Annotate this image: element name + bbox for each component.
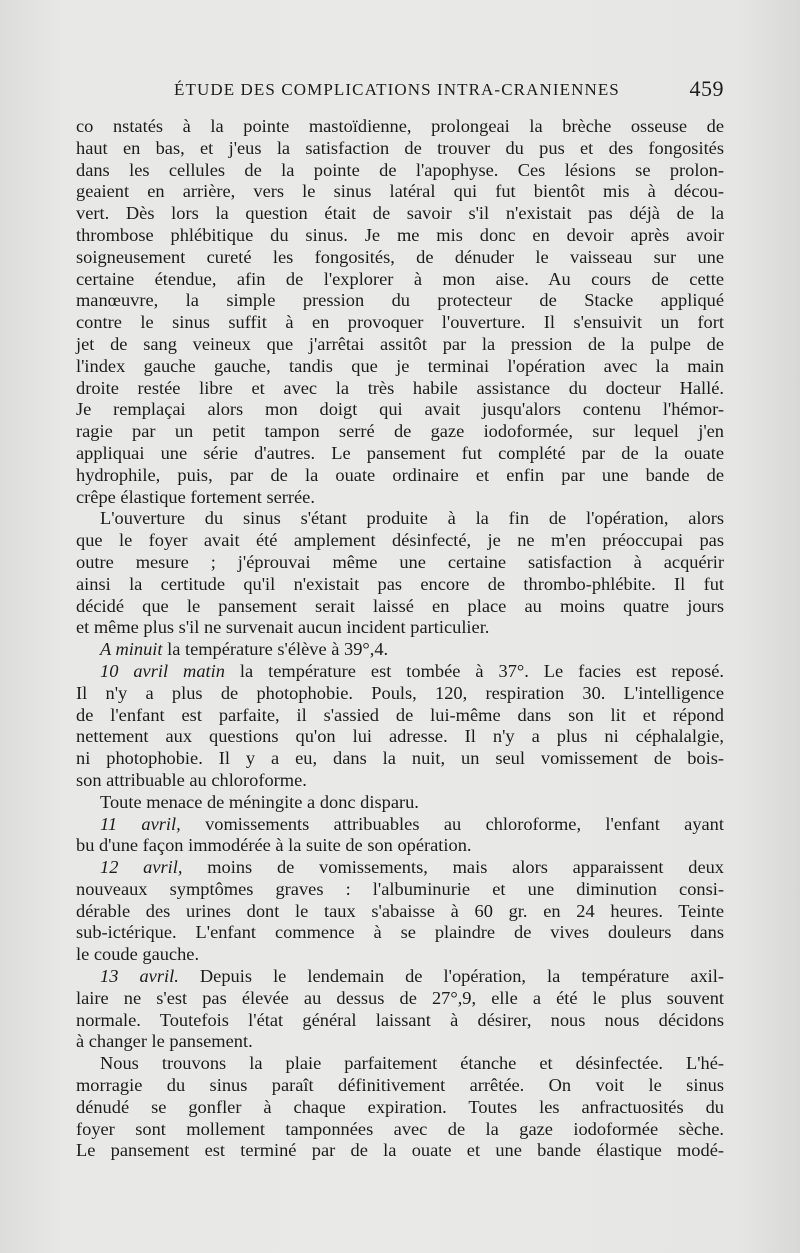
text-line: dans les cellules de la pointe de l'apophyse. Ces lésions se prolon- — [76, 159, 724, 180]
text-line: son attribuable au chloroforme. — [76, 769, 307, 790]
page-header — [76, 78, 724, 104]
text-line: contre le sinus suffit à en provoquer l'ouverture. Il s'ensuivit un fort — [76, 312, 724, 333]
text-line: A minuit la température s'élève à 39°,4. — [100, 639, 389, 660]
text-line: ainsi la certitude qu'il n'existait pas encore de thrombo-phlébite. Il fut — [76, 573, 724, 594]
text-line: Je remplaçai alors mon doigt qui avait jusqu'alors contenu l'hémor- — [76, 399, 724, 420]
text-line: vert. Dès lors la question était de savoir s'il n'existait pas déjà de la — [76, 203, 724, 224]
page-number: 459 — [689, 76, 724, 101]
text-line: ragie par un petit tampon serré de gaze iodoformée, sur lequel j'en — [76, 421, 724, 442]
text-line: 13 avril. Depuis le lendemain de l'opération, la température axil- — [100, 966, 724, 987]
text-line: crêpe élastique fortement serrée. — [76, 486, 315, 507]
text-line: à changer le pansement. — [76, 1031, 253, 1052]
text-line: dénudé se gonfler à chaque expiration. Toutes les anfractuosités du — [76, 1096, 724, 1117]
text-line: dérable des urines dont le taux s'abaisse à 60 gr. en 24 heures. Teinte — [76, 900, 724, 921]
text-line: le coude gauche. — [76, 944, 200, 965]
text-line: geaient en arrière, vers le sinus latéral qui fut bientôt mis à décou- — [76, 181, 724, 202]
text-line: laire ne s'est pas élevée au dessus de 27°,9, elle a été le plus souvent — [76, 987, 724, 1008]
text-line: que le foyer avait été amplement désinfecté, je ne m'en préoccupai pas — [76, 530, 724, 551]
text-line: Il n'y a plus de photophobie. Pouls, 120, respiration 30. L'intelligence — [76, 682, 724, 703]
text-line: droite restée libre et avec la très habile assistance du docteur Hallé. — [76, 377, 724, 398]
text-line: Le pansement est terminé par de la ouate et une bande élastique modé- — [76, 1140, 724, 1161]
text-line: de l'enfant est parfaite, il s'assied de lui-même dans son lit et répond — [76, 704, 724, 725]
text-line: 10 avril matin la température est tombée à 37°. Le facies est reposé. — [100, 660, 724, 681]
text-line: morragie du sinus paraît définitivement arrêtée. On voit le sinus — [76, 1075, 724, 1096]
text-line: sub-ictérique. L'enfant commence à se plaindre de vives douleurs dans — [76, 922, 724, 943]
running-head: ÉTUDE DES COMPLICATIONS INTRA-CRANIENNES — [174, 80, 620, 99]
text-line: jet de sang veineux que j'arrêtai assitôt par la pression de la pulpe de — [76, 333, 724, 354]
text-line: appliquai une série d'autres. Le pansement fut complété par de la ouate — [76, 442, 724, 463]
text-line: normale. Toutefois l'état général laissant à désirer, nous nous décidons — [76, 1009, 724, 1030]
text-line: foyer sont mollement tamponnées avec de la gaze iodoformée sèche. — [76, 1118, 724, 1139]
text-line: et même plus s'il ne survenait aucun incident particulier. — [76, 617, 490, 638]
body-text — [76, 116, 724, 1162]
text-line: l'index gauche gauche, tandis que je terminai l'opération avec la main — [76, 355, 724, 376]
text-line: bu d'une façon immodérée à la suite de son opération. — [76, 835, 472, 856]
text-line: L'ouverture du sinus s'étant produite à la fin de l'opération, alors — [100, 508, 724, 529]
text-line: soigneusement cureté les fongosités, de dénuder le vaisseau sur une — [76, 246, 724, 267]
text-line: nouveaux symptômes graves : l'albuminurie et une diminution consi- — [76, 878, 724, 899]
text-line: Nous trouvons la plaie parfaitement étanche et désinfectée. L'hé- — [100, 1053, 724, 1074]
text-line: Toute menace de méningite a donc disparu. — [100, 791, 419, 812]
text-line: outre mesure ; j'éprouvai même une certaine satisfaction à acquérir — [76, 551, 724, 572]
text-line: thrombose phlébitique du sinus. Je me mis donc en devoir après avoir — [76, 224, 724, 245]
text-line: ni photophobie. Il y a eu, dans la nuit, un seul vomissement de bois- — [76, 748, 724, 769]
text-line: nettement aux questions qu'on lui adresse. Il n'y a plus ni céphalalgie, — [76, 726, 724, 747]
text-line: hydrophile, puis, par de la ouate ordinaire et enfin par une bande de — [76, 464, 724, 485]
text-line: décidé que le pansement serait laissé en place au moins quatre jours — [76, 595, 724, 616]
text-line: 11 avril, vomissements attribuables au chloroforme, l'enfant ayant — [100, 813, 724, 834]
text-line: manœuvre, la simple pression du protecteur de Stacke appliqué — [76, 290, 724, 311]
text-line: haut en bas, et j'eus la satisfaction de trouver du pus et des fongosités — [76, 137, 724, 158]
text-line: certaine étendue, afin de l'explorer à mon aise. Au cours de cette — [76, 268, 724, 289]
text-line: co nstatés à la pointe mastoïdienne, prolongeai la brèche osseuse de — [76, 116, 724, 136]
text-line: 12 avril, moins de vomissements, mais alors apparaissent deux — [100, 857, 725, 878]
